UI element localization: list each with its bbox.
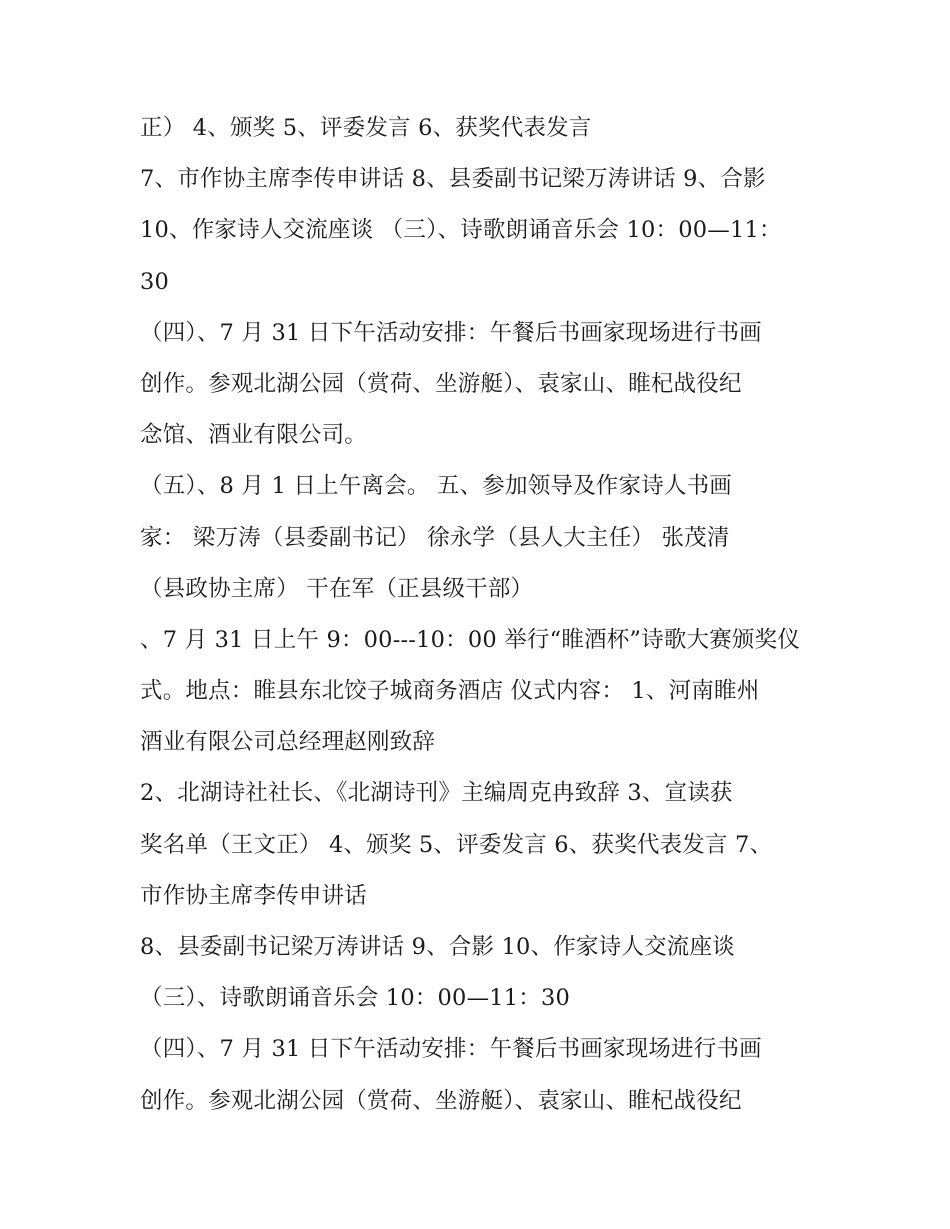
text-line: 10、作家诗人交流座谈 （三）、诗歌朗诵音乐会 10：00—11： (140, 217, 782, 244)
text-line: 家： 梁万涛（县委副书记） 徐永学（县人大主任） 张茂清 (140, 524, 730, 551)
document-body (140, 108, 840, 1132)
text-line: 、7 月 31 日上午 9：00---10：00 举行“睢酒杯”诗歌大赛颁奖仪 (140, 626, 801, 653)
text-line: 8、县委副书记梁万涛讲话 9、合影 10、作家诗人交流座谈 (140, 934, 735, 960)
text-line: 创作。参观北湖公园（赏荷、坐游艇）、袁家山、睢杞战役纪 (140, 1087, 742, 1114)
text-line: 正） 4、颁奖 5、评委发言 6、获奖代表发言 (140, 115, 592, 141)
text-line: 2、北湖诗社社长、《北湖诗刊》主编周克冉致辞 3、宣读获 (140, 780, 733, 807)
text-line: 奖名单（王文正） 4、颁奖 5、评委发言 6、获奖代表发言 7、 (140, 831, 773, 858)
text-line: 念馆、酒业有限公司。 (140, 422, 368, 449)
text-line: （县政协主席） 干在军（正县级干部） (140, 575, 534, 602)
text-line: （三）、诗歌朗诵音乐会 10：00—11：30 (140, 985, 571, 1012)
text-line: 30 (140, 268, 170, 295)
text-line: 酒业有限公司总经理赵刚致辞 (140, 729, 436, 756)
text-line: 创作。参观北湖公园（赏荷、坐游艇）、袁家山、睢杞战役纪 (140, 370, 742, 397)
text-line: 式。地点：睢县东北饺子城商务酒店 仪式内容： 1、河南睢州 (140, 678, 760, 705)
text-line: 7、市作协主席李传申讲话 8、县委副书记梁万涛讲话 9、合影 (140, 166, 766, 193)
text-line: （五）、8 月 1 日上午离会。 五、参加领导及作家诗人书画 (140, 473, 732, 500)
text-line: （四）、7 月 31 日下午活动安排：午餐后书画家现场进行书画 (140, 1036, 762, 1063)
text-line: 市作协主席李传申讲话 (140, 882, 368, 909)
text-line: （四）、7 月 31 日下午活动安排：午餐后书画家现场进行书画 (140, 319, 762, 346)
